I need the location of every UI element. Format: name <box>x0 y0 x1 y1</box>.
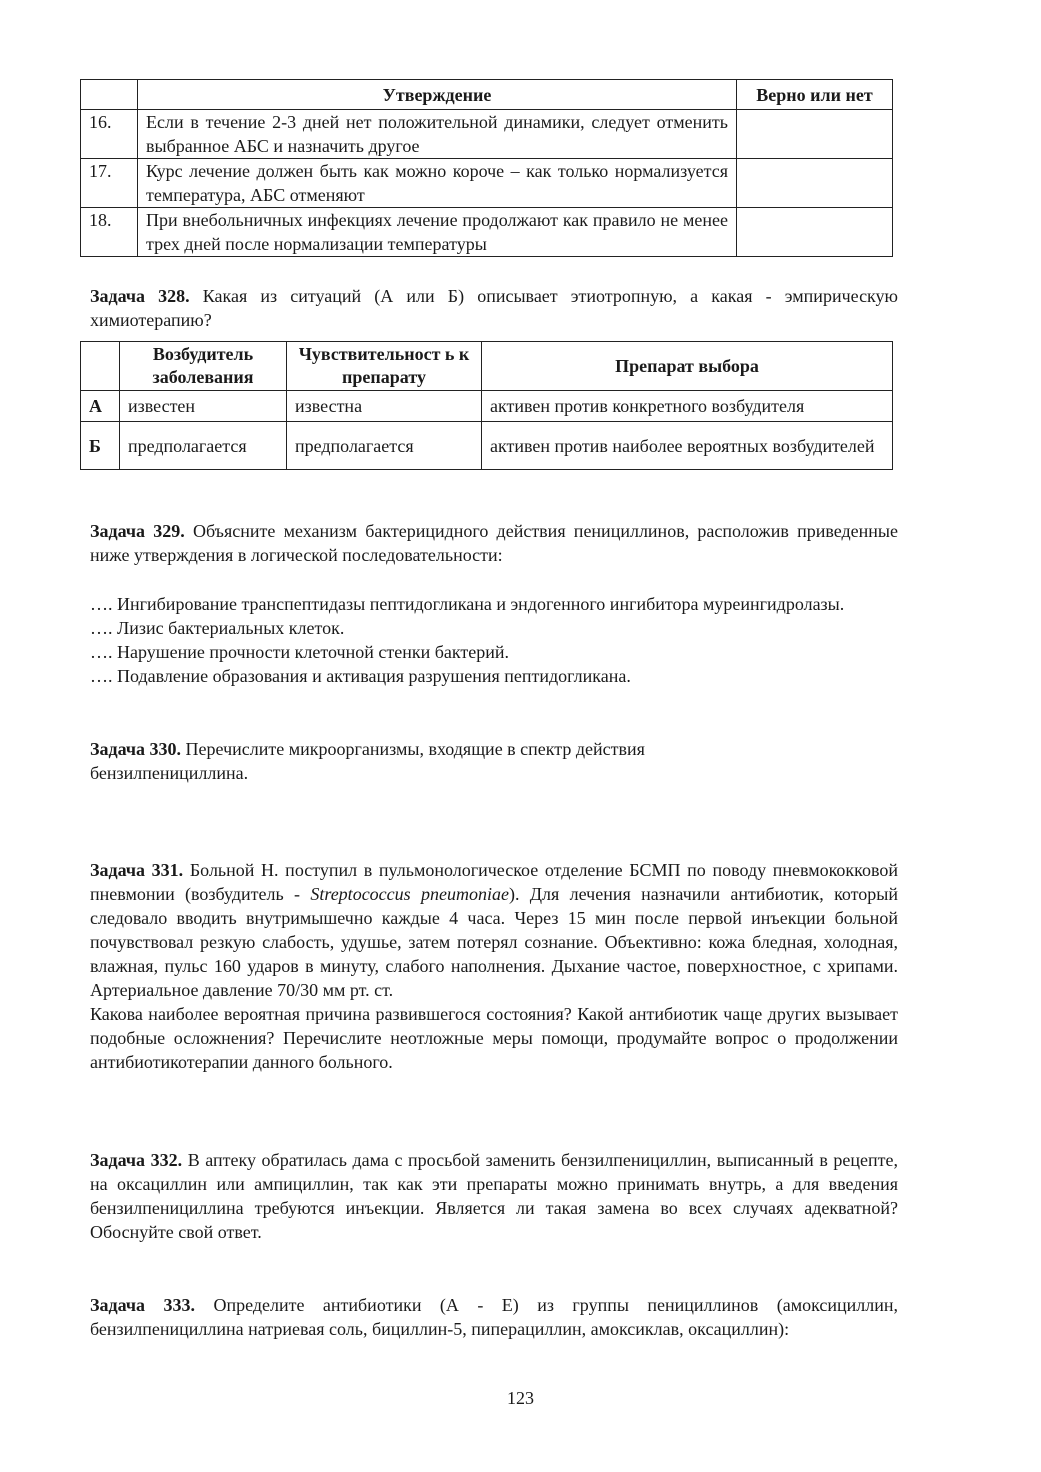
task-label: Задача 331. <box>90 860 184 880</box>
table-header-number <box>81 80 138 110</box>
task-label: Задача 330. <box>90 739 182 759</box>
list-item: …. Подавление образования и активация разрушения пептидогликана. <box>90 666 631 686</box>
task-text-continued: ). Для лечения назначили антибиотик, который следовало вводить внутримышечно каждые 4 часа. Через 15 мин после первой инъекции больной почувствовал резкую слабость, удушье, затем потерял сознание. Объективно: кожа бледная, холодная, влажная, пульс 160 ударов в минуту, слабого наполнения. Дыхание частое, поверхностное, с хрипами. Артериальное давление 70/30 мм рт. ст. <box>90 884 899 1000</box>
row-label: А <box>81 391 120 422</box>
row-sensitivity: известна <box>287 391 482 422</box>
table-header-statement: Утверждение <box>138 80 737 110</box>
row-number: 18. <box>81 208 138 257</box>
task-label: Задача 332. <box>90 1150 183 1170</box>
task-text: Объясните механизм бактерицидного действия пенициллинов, расположив приведенные ниже утверждения в логической последовательности: <box>90 521 898 565</box>
list-item: …. Лизис бактериальных клеток. <box>90 618 345 638</box>
row-number: 16. <box>81 110 138 159</box>
row-pathogen: предполагается <box>120 422 287 470</box>
row-answer-cell[interactable] <box>737 208 893 257</box>
table-header-label <box>81 342 120 391</box>
task-text: Определите антибиотики (А - Е) из группы пенициллинов (амоксициллин, бензилпенициллина натриевая соль, бициллин-5, пиперациллин, амоксиклав, оксациллин): <box>90 1295 899 1339</box>
task-question: Какова наиболее вероятная причина развившегося состояния? Какой антибиотик чаще других вызывает подобные осложнения? Перечислите неотложные меры помощи, продумайте вопрос о продолжении антибиотикотерапии данного больного. <box>90 1004 898 1072</box>
task-331 <box>90 858 898 1074</box>
list-item: …. Ингибирование транспептидазы пептидогликана и эндогенного ингибитора муреингидролазы. <box>90 594 845 614</box>
table-header-row <box>81 342 893 391</box>
row-drug: активен против конкретного возбудителя <box>482 391 893 422</box>
task-329-items <box>90 592 898 688</box>
row-sensitivity: предполагается <box>287 422 482 470</box>
task-328 <box>90 284 898 332</box>
task-329 <box>90 519 898 567</box>
task-label: Задача 328. <box>90 286 190 306</box>
row-label: Б <box>81 422 120 470</box>
task-text: Перечислите микроорганизмы, входящие в спектр действия <box>185 739 645 759</box>
row-statement: Курс лечение должен быть как можно короче – как только нормализуется температура, АБС отменяют <box>138 159 737 208</box>
row-number: 17. <box>81 159 138 208</box>
statements-table <box>80 79 893 257</box>
row-drug: активен против наиболее вероятных возбудителей <box>482 422 893 470</box>
row-statement: Если в течение 2-3 дней нет положительной динамики, следует отменить выбранное АБС и назначить другое <box>138 110 737 159</box>
task-text: В аптеку обратилась дама с просьбой заменить бензилпенициллин, выписанный в рецепте, на оксациллин или ампициллин, так как эти препараты можно принимать внутрь, а для введения бензилпенициллина требуются инъекции. Является ли такая замена во всех случаях адекватной? Обоснуйте свой ответ. <box>90 1150 899 1242</box>
organism-name: Streptococcus pneumoniae <box>310 884 509 904</box>
table-header-answer: Верно или нет <box>737 80 893 110</box>
row-answer-cell[interactable] <box>737 159 893 208</box>
task-332 <box>90 1148 898 1244</box>
row-answer-cell[interactable] <box>737 110 893 159</box>
task-label: Задача 329. <box>90 521 185 541</box>
table-row <box>81 110 893 159</box>
chemotherapy-table <box>80 341 893 470</box>
task-text-continued: бензилпенициллина. <box>90 763 249 783</box>
task-text: Какая из ситуаций (А или Б) описывает этиотропную, а какая - эмпирическую химиотерапию? <box>90 286 898 330</box>
page-number: 123 <box>507 1388 534 1408</box>
row-statement: При внебольничных инфекциях лечение продолжают как правило не менее трех дней после нормализации температуры <box>138 208 737 257</box>
table-header-pathogen: Возбудитель заболевания <box>120 342 287 391</box>
table-header-row <box>81 80 893 110</box>
table-row <box>81 159 893 208</box>
list-item: …. Нарушение прочности клеточной стенки бактерий. <box>90 642 509 662</box>
task-label: Задача 333. <box>90 1295 195 1315</box>
row-pathogen: известен <box>120 391 287 422</box>
table-header-drug: Препарат выбора <box>482 342 893 391</box>
task-text: Больной Н. поступил в пульмонологическое отделение БСМП по поводу пневмококковой пневмонии (возбудитель - <box>90 860 898 904</box>
table-row <box>81 208 893 257</box>
task-333 <box>90 1293 898 1341</box>
task-330 <box>90 737 898 785</box>
table-row <box>81 391 893 422</box>
table-row <box>81 422 893 470</box>
table-header-sensitivity: Чувствительност ь к препарату <box>287 342 482 391</box>
